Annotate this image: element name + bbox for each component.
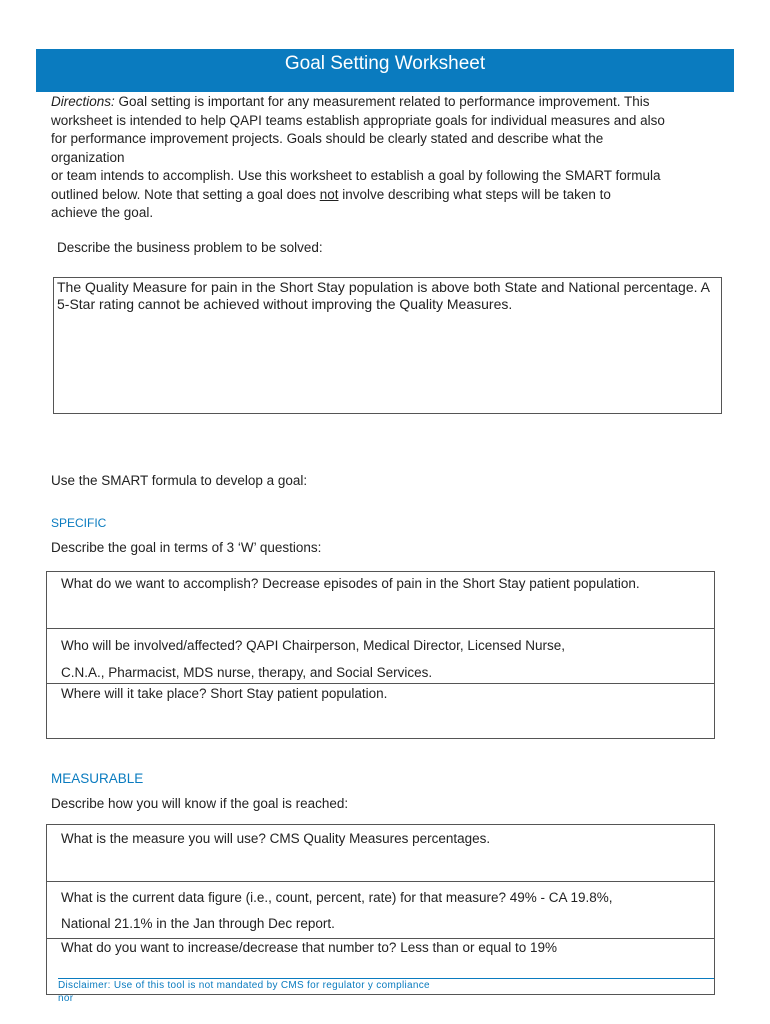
question-what: What do we want to accomplish? Decrease episodes of pain in the Short Stay patient population.	[61, 576, 640, 591]
directions-line: achieve the goal.	[51, 205, 154, 220]
question-current-data-continued: National 21.1% in the Jan through Dec report.	[61, 916, 335, 931]
table-row[interactable]	[47, 882, 714, 939]
directions-line: Goal setting is important for any measurement related to performance improvement. This	[118, 94, 650, 109]
worksheet-header	[36, 49, 734, 92]
measurable-questions-table	[46, 824, 715, 995]
directions-line: organization	[51, 149, 125, 165]
problem-prompt: Describe the business problem to be solved:	[57, 240, 323, 255]
question-who: Who will be involved/affected? QAPI Chairperson, Medical Director, Licensed Nurse,	[61, 638, 565, 653]
specific-title: SPECIFIC	[51, 516, 107, 530]
question-who-continued: C.N.A., Pharmacist, MDS nurse, therapy, and Social Services.	[61, 665, 433, 680]
measurable-prompt: Describe how you will know if the goal is reached:	[51, 796, 349, 811]
directions-line: outlined below. Note that setting a goal does	[51, 186, 320, 202]
question-measure: What is the measure you will use? CMS Quality Measures percentages.	[61, 831, 491, 846]
disclaimer-line: nor	[58, 993, 74, 1004]
disclaimer-footer	[58, 978, 714, 1005]
specific-prompt: Describe the goal in terms of 3 ‘W’ questions:	[51, 540, 322, 555]
question-where: Where will it take place? Short Stay patient population.	[61, 686, 388, 701]
measurable-title: MEASURABLE	[51, 771, 144, 786]
page-title: Goal Setting Worksheet	[284, 53, 486, 74]
table-row[interactable]	[47, 684, 714, 738]
question-target: What do you want to increase/decrease that number to? Less than or equal to 19%	[61, 940, 558, 955]
directions-line: for performance improvement projects. Goals should be clearly stated and describe what the	[51, 131, 604, 146]
disclaimer-line: Disclaimer: Use of this tool is not mandated by CMS for regulator y compliance	[58, 980, 430, 991]
directions-line: worksheet is intended to help QAPI teams establish appropriate goals for individual measures and also	[51, 112, 665, 128]
specific-questions-table	[46, 571, 715, 739]
smart-prompt: Use the SMART formula to develop a goal:	[51, 473, 308, 488]
directions-label: Directions:	[51, 94, 115, 109]
directions-line: or team intends to accomplish. Use this worksheet to establish a goal by following the SMART formula	[51, 168, 661, 183]
question-current-data: What is the current data figure (i.e., count, percent, rate) for that measure? 49% - CA 19.8%,	[61, 890, 613, 905]
table-row[interactable]	[47, 572, 714, 629]
table-row[interactable]	[47, 825, 714, 882]
problem-text-box[interactable]	[53, 277, 722, 414]
problem-text: The Quality Measure for pain in the Short Stay population is above both State and National percentage. A 5-Star rating cannot be achieved without improving the Quality Measures.	[57, 279, 710, 312]
table-row[interactable]	[47, 629, 714, 684]
emphasis-not: not	[319, 186, 339, 202]
directions-line: involve describing what steps will be taken to	[338, 186, 611, 202]
directions-text	[51, 93, 711, 223]
